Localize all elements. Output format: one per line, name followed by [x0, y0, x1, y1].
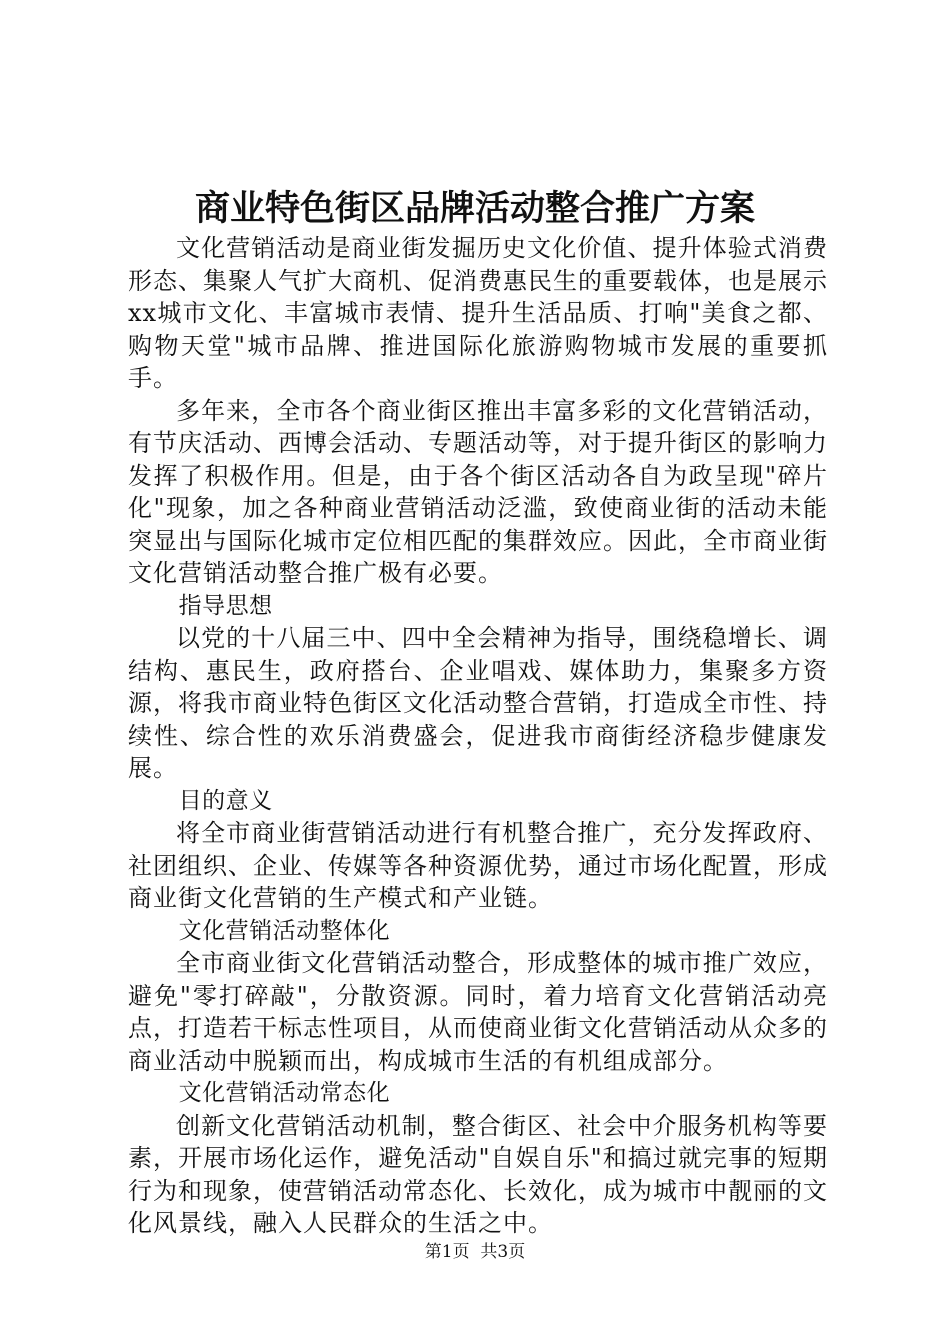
intro-paragraph-2: 多年来，全市各个商业街区推出丰富多彩的文化营销活动，有节庆活动、西博会活动、专题活动等，对于提升街区的影响力发挥了积极作用。但是，由于各个街区活动各自为政呈现"碎片化"现象，加之各种商业营销活动泛滥，致使商业街的活动未能突显出与国际化城市定位相匹配的集群效应。因此，全市商业街文化营销活动整合推广极有必要。 [128, 396, 828, 587]
section-text-integration: 全市商业街文化营销活动整合，形成整体的城市推广效应，避免"零打碎敲"，分散资源。同时，着力培育文化营销活动亮点，打造若干标志性项目，从而使商业街文化营销活动从众多的商业活动中脱颖而出，构成城市生活的有机组成部分。 [128, 949, 828, 1075]
section-heading-normalization: 文化营销活动常态化 [178, 1080, 391, 1106]
document-body [128, 232, 828, 1240]
section-text-purpose: 将全市商业街营销活动进行有机整合推广，充分发挥政府、社团组织、企业、传媒等各种资源优势，通过市场化配置，形成商业街文化营销的生产模式和产业链。 [128, 819, 828, 912]
section-heading-purpose: 目的意义 [178, 787, 273, 814]
section-text-guiding-ideology: 以党的十八届三中、四中全会精神为指导，围绕稳增长、调结构、惠民生，政府搭台、企业唱戏、媒体助力，集聚多方资源，将我市商业特色街区文化活动整合营销，打造成全市性、持续性、综合性的欢乐消费盛会，促进我市商街经济稳步健康发展。 [128, 624, 828, 782]
document-title: 商业特色街区品牌活动整合推广方案 [194, 188, 755, 229]
page-footer: 第1页 共3页 [424, 1242, 526, 1262]
intro-paragraph-1: 文化营销活动是商业街发掘历史文化价值、提升体验式消费形态、集聚人气扩大商机、促消费惠民生的重要载体，也是展示xx城市文化、丰富城市表情、提升生活品质、打响"美食之都、购物天堂"城市品牌、推进国际化旅游购物城市发展的重要抓手。 [128, 234, 828, 392]
section-heading-guiding-ideology: 指导思想 [178, 592, 273, 619]
section-text-normalization: 创新文化营销活动机制，整合街区、社会中介服务机构等要素，开展市场化运作，避免活动"自娱自乐"和搞过就完事的短期行为和现象，使营销活动常态化、长效化，成为城市中靓丽的文化风景线，融入人民群众的生活之中。 [128, 1111, 828, 1237]
section-heading-integration: 文化营销活动整体化 [178, 917, 391, 944]
